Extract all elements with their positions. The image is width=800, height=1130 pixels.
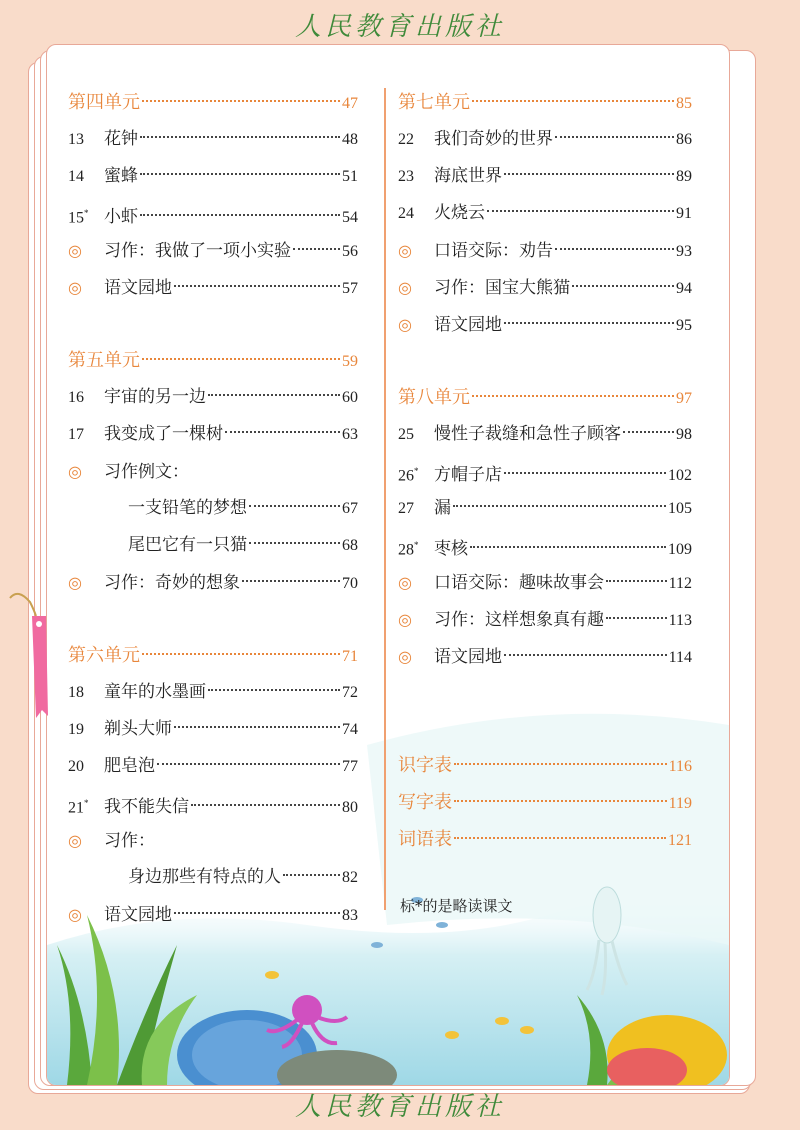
skim-reading-mark: * [414,540,419,550]
lesson-number: 22 [398,131,414,148]
entry-title: 习作：国宝大熊猫 [434,278,570,298]
toc-left-column [68,84,358,933]
dot-leader [140,136,340,138]
dot-leader [142,653,340,655]
entry-title: 方帽子店 [434,465,502,486]
page-number: 95 [676,317,692,334]
entry-title: 身边那些有特点的人 [128,867,281,887]
dot-leader [487,210,674,212]
dot-leader [208,394,340,396]
toc-unit-heading[interactable] [398,379,692,416]
double-circle-icon: ◎ [398,610,412,629]
double-circle-icon: ◎ [398,278,412,297]
toc-entry[interactable] [68,379,358,416]
page-number: 54 [342,209,358,227]
dot-leader [293,248,340,250]
page-number: 67 [342,500,358,517]
entry-title: 语文园地 [434,315,502,335]
entry-title: 肥皂泡 [104,756,155,776]
toc-entry[interactable] [68,785,358,822]
dot-leader [249,542,340,544]
dot-leader [174,285,340,287]
page-number: 119 [668,795,692,812]
page-number: 85 [676,95,692,112]
toc-entry[interactable] [398,527,692,564]
section-gap [398,711,692,747]
entry-title: 习作例文： [104,462,189,482]
page-number: 113 [668,612,692,629]
page-number: 82 [342,869,358,886]
dot-leader [453,505,666,507]
toc-entry[interactable] [68,711,358,748]
double-circle-icon: ◎ [68,905,82,924]
toc-entry[interactable] [68,121,358,158]
dot-leader [174,726,340,728]
unit-title: 写字表 [398,792,452,813]
toc-unit-heading[interactable] [398,84,692,121]
page-number: 116 [668,758,692,775]
page-number: 97 [676,390,692,407]
toc-unit-heading[interactable] [68,84,358,121]
entry-title: 枣核 [434,539,468,560]
toc-entry[interactable] [398,306,692,343]
section-gap [68,601,358,637]
page-number: 91 [676,205,692,222]
toc-entry[interactable] [68,232,358,269]
lesson-number: 20 [68,758,84,775]
lesson-number: 25 [398,426,414,443]
dot-leader [555,248,674,250]
toc-unit-heading[interactable] [68,637,358,674]
toc-entry[interactable] [68,674,358,711]
toc-entry[interactable] [398,490,692,527]
toc-unit-heading[interactable] [68,342,358,379]
page-number: 94 [676,280,692,297]
double-circle-icon: ◎ [398,315,412,334]
page-number: 77 [342,758,358,775]
lesson-number: 13 [68,131,84,148]
page-number: 51 [342,168,358,185]
dot-leader [555,136,674,138]
double-circle-icon: ◎ [68,278,82,297]
page-number: 102 [668,467,692,485]
dot-leader [454,763,667,765]
lesson-number: 23 [398,168,414,185]
toc-entry[interactable] [398,416,692,453]
toc-entry[interactable] [68,748,358,785]
skim-reading-mark: * [84,798,89,808]
toc-entry[interactable] [398,453,692,490]
entry-title: 习作： [104,831,155,851]
page-number: 63 [342,426,358,443]
toc-unit-heading[interactable] [398,821,692,858]
entry-title: 我变成了一棵树 [104,424,223,444]
toc-entry[interactable] [398,601,692,638]
toc-entry[interactable] [68,269,358,306]
page-number: 47 [342,95,358,112]
toc-entry[interactable] [398,564,692,601]
toc-entry[interactable] [68,490,358,527]
page-number: 114 [668,649,692,666]
column-divider [384,88,386,910]
lesson-number: 24 [398,205,414,222]
page-number: 109 [668,541,692,559]
dot-leader [606,580,667,582]
unit-title: 第八单元 [398,387,470,408]
page-number: 80 [342,799,358,817]
dot-leader [454,800,667,802]
toc-entry[interactable] [68,564,358,601]
page-number: 121 [668,832,692,849]
entry-title: 剃头大师 [104,719,172,739]
double-circle-icon: ◎ [68,462,82,481]
lesson-number: 28* [398,540,419,559]
toc-entry[interactable] [398,121,692,158]
unit-title: 第六单元 [68,645,140,666]
dot-leader [142,100,340,102]
toc-entry[interactable] [68,527,358,564]
dot-leader [472,100,674,102]
page-number: 68 [342,537,358,554]
entry-title: 一支铅笔的梦想 [128,498,247,518]
page-number: 83 [342,907,358,924]
section-gap [68,306,358,342]
lesson-number: 16 [68,389,84,406]
page-number: 59 [342,353,358,370]
page-number: 56 [342,243,358,260]
entry-title: 小虾 [104,207,138,228]
entry-title: 海底世界 [434,166,502,186]
page-number: 98 [676,426,692,443]
entry-title: 习作：这样想象真有趣 [434,610,604,630]
page-number: 112 [668,575,692,592]
toc-entry[interactable] [68,195,358,232]
toc-entry[interactable] [68,859,358,896]
entry-title: 语文园地 [104,278,172,298]
entry-title: 童年的水墨画 [104,682,206,702]
entry-title: 慢性子裁缝和急性子顾客 [434,424,621,444]
lesson-number: 17 [68,426,84,443]
lesson-number: 27 [398,500,414,517]
dot-leader [504,173,674,175]
entry-title: 花钟 [104,129,138,149]
dot-leader [606,617,667,619]
section-gap [398,343,692,379]
page-number: 48 [342,131,358,148]
toc-entry[interactable] [398,638,692,675]
section-gap [398,675,692,711]
unit-title: 第五单元 [68,350,140,371]
page-number: 70 [342,575,358,592]
toc-unit-heading[interactable] [398,747,692,784]
toc-entry[interactable] [68,416,358,453]
double-circle-icon: ◎ [68,573,82,592]
page-number: 71 [342,648,358,665]
unit-title: 第四单元 [68,92,140,113]
dot-leader [504,472,666,474]
dot-leader [174,912,340,914]
entry-title: 蜜蜂 [104,166,138,186]
publisher-footer: 人民教育出版社 [294,1092,505,1122]
dot-leader [623,431,674,433]
page-number: 74 [342,721,358,738]
lesson-number: 19 [68,721,84,738]
lesson-number: 26* [398,466,419,485]
dot-leader [249,505,340,507]
page-number: 86 [676,131,692,148]
dot-leader [572,285,674,287]
toc-entry[interactable] [398,195,692,232]
page-number: 93 [676,243,692,260]
entry-title: 尾巴它有一只猫 [128,535,247,555]
entry-title: 语文园地 [434,647,502,667]
dot-leader [140,173,340,175]
dot-leader [142,358,340,360]
toc-entry[interactable] [68,822,358,859]
entry-title: 口语交际：劝告 [434,241,553,261]
toc-unit-heading[interactable] [398,784,692,821]
dot-leader [454,837,666,839]
entry-title: 漏 [434,498,451,518]
lesson-number: 14 [68,168,84,185]
skim-reading-mark: * [84,208,89,218]
dot-leader [191,804,340,806]
double-circle-icon: ◎ [398,241,412,260]
double-circle-icon: ◎ [68,831,82,850]
skim-reading-mark: * [414,466,419,476]
page-number: 60 [342,389,358,406]
footnote: 标*的是略读课文 [400,897,513,915]
toc-entry[interactable] [68,158,358,195]
entry-title: 习作：我做了一项小实验 [104,241,291,261]
entry-title: 我们奇妙的世界 [434,129,553,149]
entry-title: 口语交际：趣味故事会 [434,573,604,593]
toc-entry[interactable] [398,158,692,195]
toc-right-column [398,84,692,858]
page-number: 89 [676,168,692,185]
page-number: 72 [342,684,358,701]
entry-title: 火烧云 [434,203,485,223]
dot-leader [157,763,340,765]
entry-title: 我不能失信 [104,797,189,818]
unit-title: 识字表 [398,755,452,776]
entry-title: 宇宙的另一边 [104,387,206,407]
dot-leader [225,431,340,433]
toc-entry[interactable] [68,896,358,933]
dot-leader [472,395,674,397]
double-circle-icon: ◎ [68,241,82,260]
lesson-number: 21* [68,798,89,817]
entry-title: 习作：奇妙的想象 [104,573,240,593]
dot-leader [242,580,340,582]
dot-leader [283,874,340,876]
page-number: 57 [342,280,358,297]
double-circle-icon: ◎ [398,573,412,592]
lesson-number: 18 [68,684,84,701]
toc-entry[interactable] [398,269,692,306]
unit-title: 第七单元 [398,92,470,113]
page-number: 105 [668,500,692,517]
unit-title: 词语表 [398,829,452,850]
dot-leader [470,546,666,548]
lesson-number: 15* [68,208,89,227]
double-circle-icon: ◎ [398,647,412,666]
toc-entry[interactable] [398,232,692,269]
toc-entry[interactable] [68,453,358,490]
publisher-header: 人民教育出版社 [294,12,505,42]
dot-leader [140,214,340,216]
dot-leader [504,654,667,656]
dot-leader [208,689,340,691]
dot-leader [504,322,674,324]
entry-title: 语文园地 [104,905,172,925]
bookmark-tag-icon [6,588,52,728]
